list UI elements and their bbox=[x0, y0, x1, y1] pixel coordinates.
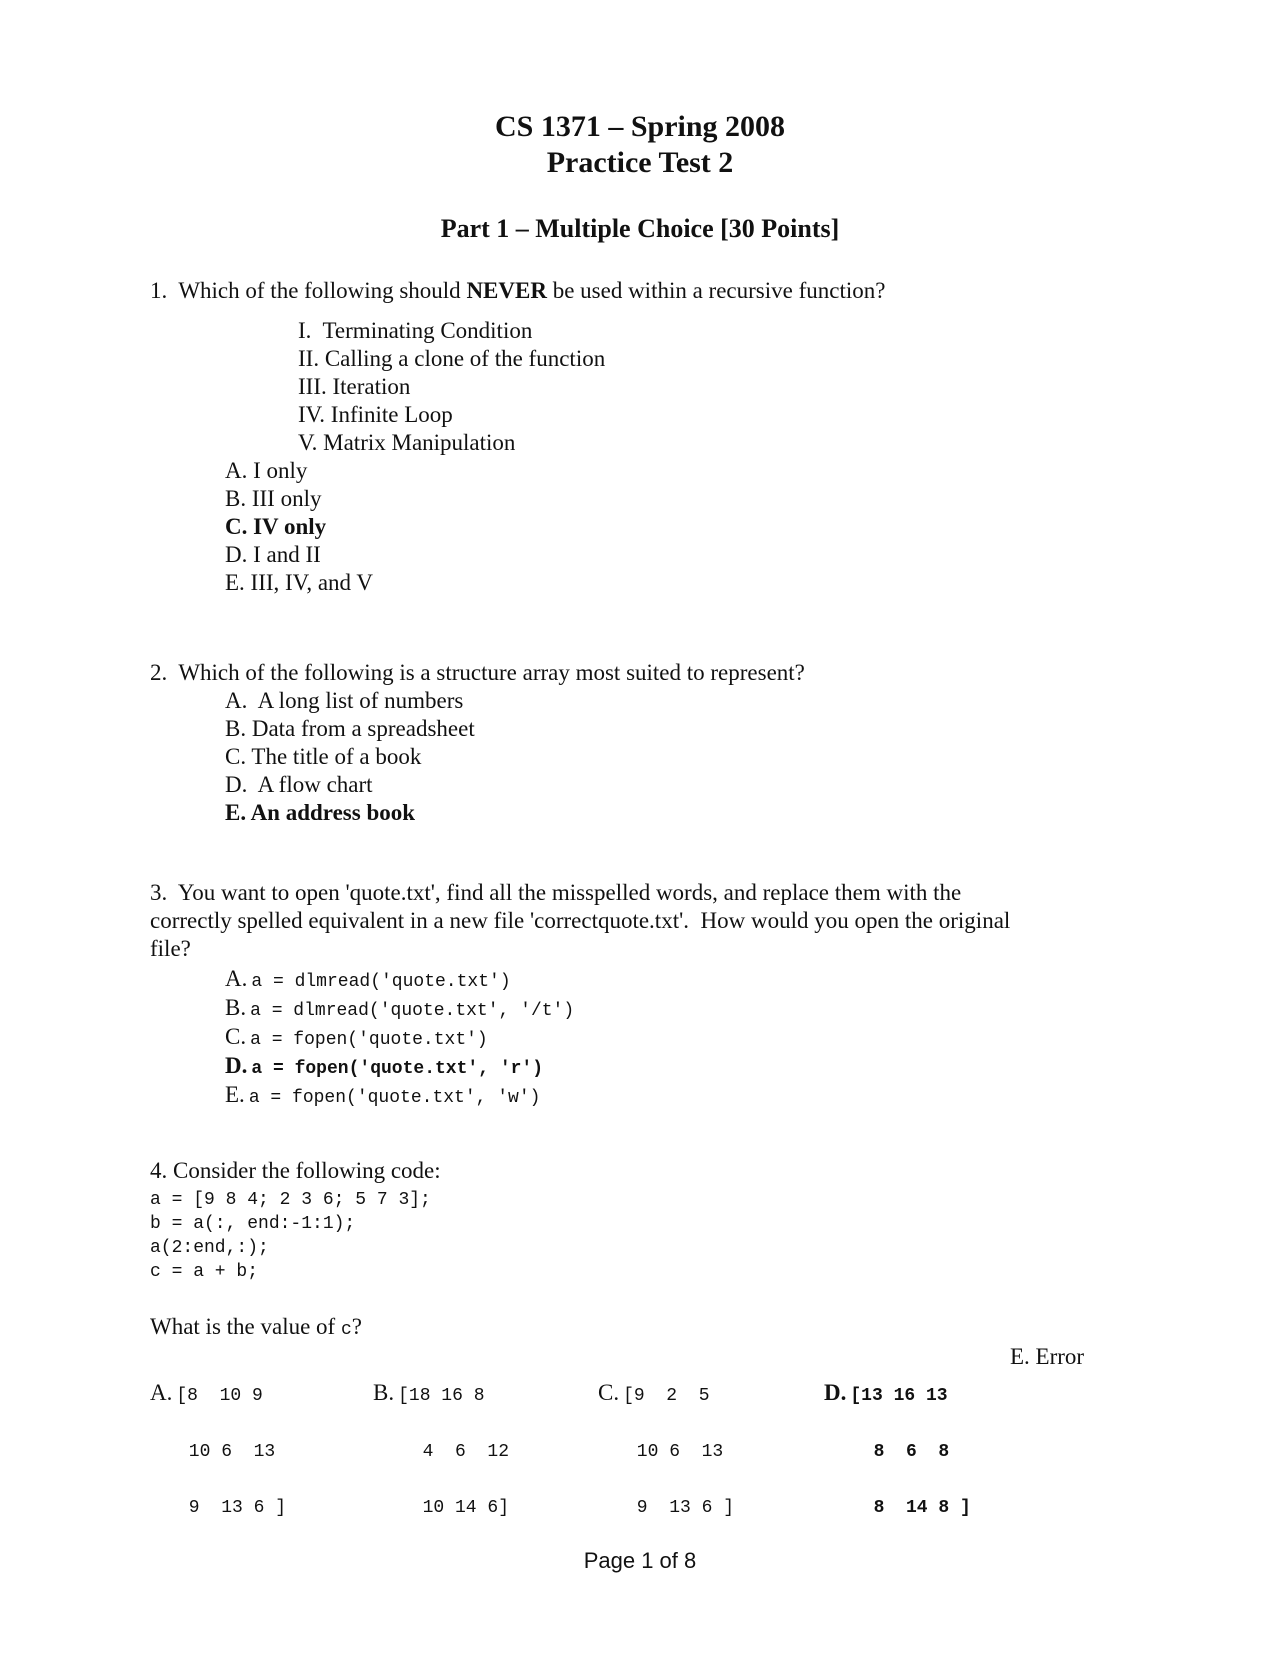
question-3-line-1: 3. You want to open 'quote.txt', find all the misspelled words, and replace them with the bbox=[150, 880, 962, 905]
q4-code-line-3: a(2:end,:); bbox=[150, 1238, 269, 1258]
q1-item-4: IV. Infinite Loop bbox=[298, 402, 453, 427]
q1-choice-b: B. III only bbox=[225, 486, 322, 511]
question-2: 2. Which of the following is a structure array most suited to represent? bbox=[150, 660, 805, 685]
q1-item-3: III. Iteration bbox=[298, 374, 411, 399]
q2-choice-a: A. A long list of numbers bbox=[225, 688, 464, 713]
question-3-line-3: file? bbox=[150, 936, 191, 961]
q2-choice-b: B. Data from a spreadsheet bbox=[225, 716, 475, 741]
q4-choice-d-correct: D. [13 16 13 8 6 8 8 14 8 ] bbox=[824, 1380, 971, 1518]
q4-choice-e: E. Error bbox=[1010, 1344, 1085, 1369]
q2-choice-c: C. The title of a book bbox=[225, 744, 422, 769]
q3-choice-c: C. a = fopen('quote.txt') bbox=[225, 1024, 488, 1050]
q3-choice-a: A. a = dlmread('quote.txt') bbox=[225, 966, 511, 992]
page-number: Page 1 of 8 bbox=[583, 1548, 697, 1573]
q1-choice-d: D. I and II bbox=[225, 542, 321, 567]
question-3-line-2: correctly spelled equivalent in a new file 'correctquote.txt'. How would you open the original bbox=[150, 908, 1011, 933]
question-4: 4. Consider the following code: bbox=[150, 1158, 441, 1183]
q4-choice-a: A. [8 10 9 10 6 13 9 13 6 ] bbox=[150, 1380, 287, 1518]
q1-item-1: I. Terminating Condition bbox=[298, 318, 533, 343]
q4-prompt: What is the value of c? bbox=[150, 1314, 362, 1340]
q4-choice-b: B. [18 16 8 4 6 12 10 14 6] bbox=[373, 1380, 510, 1518]
q2-choice-e-correct: E. An address book bbox=[225, 800, 416, 825]
test-title: Practice Test 2 bbox=[546, 146, 734, 179]
course-title: CS 1371 – Spring 2008 bbox=[494, 110, 786, 143]
q3-choice-b: B. a = dlmread('quote.txt', '/t') bbox=[225, 995, 575, 1021]
q4-code-line-2: b = a(:, end:-1:1); bbox=[150, 1214, 356, 1234]
q4-code-line-1: a = [9 8 4; 2 3 6; 5 7 3]; bbox=[150, 1190, 431, 1210]
q4-code-line-4: c = a + b; bbox=[150, 1262, 259, 1282]
q1-choice-e: E. III, IV, and V bbox=[225, 570, 373, 595]
q3-choice-d-correct: D. a = fopen('quote.txt', 'r') bbox=[225, 1053, 544, 1079]
q2-choice-d: D. A flow chart bbox=[225, 772, 373, 797]
part-heading: Part 1 – Multiple Choice [30 Points] bbox=[440, 214, 840, 243]
q1-item-5: V. Matrix Manipulation bbox=[298, 430, 516, 455]
q1-choice-a: A. I only bbox=[225, 458, 308, 483]
question-1: 1. Which of the following should NEVER be used within a recursive function? bbox=[150, 278, 886, 303]
q1-choice-c-correct: C. IV only bbox=[225, 514, 327, 539]
q4-choice-c: C. [9 2 5 10 6 13 9 13 6 ] bbox=[598, 1380, 735, 1518]
q3-choice-e: E. a = fopen('quote.txt', 'w') bbox=[225, 1082, 541, 1108]
q1-item-2: II. Calling a clone of the function bbox=[298, 346, 606, 371]
